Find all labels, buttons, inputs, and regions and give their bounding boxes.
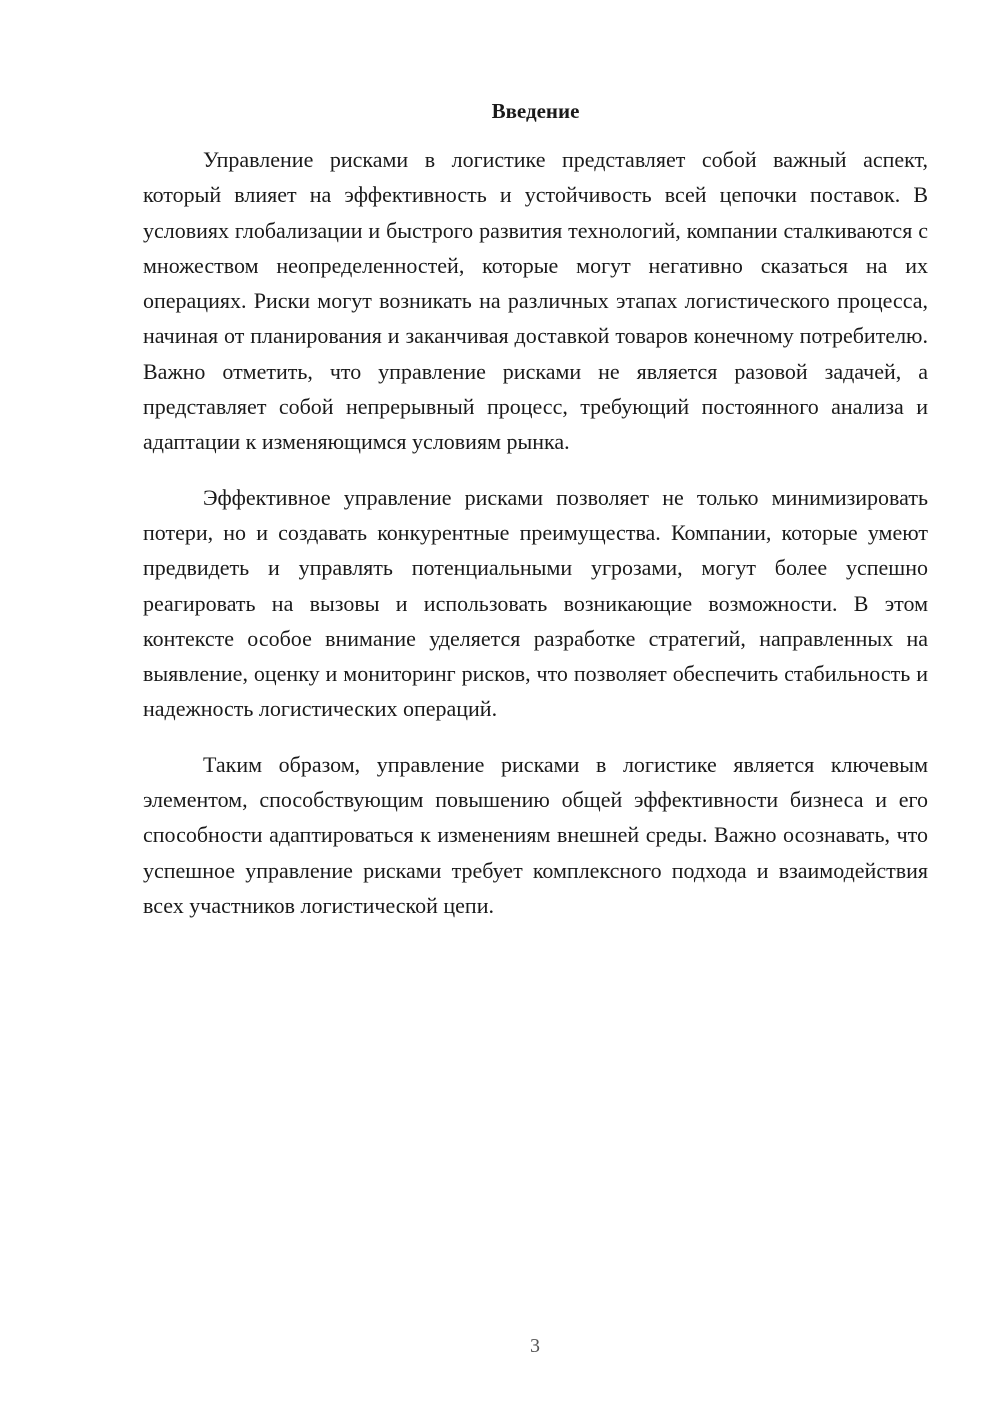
body-text — [143, 142, 928, 943]
page-title: Введение — [491, 99, 580, 123]
paragraph-2: Эффективное управление рисками позволяет не только минимизировать потери, но и создавать конкурентные преимущества. Компании, которые умеют предвидеть и управлять потенциальными угрозами, могут более успешно реагировать на вызовы и использовать возникающие возможности. В этом контексте особое внимание уделяется разработке стратегий, направленных на выявление, оценку и мониторинг рисков, что позволяет обеспечить стабильность и надежность логистических операций. — [143, 484, 928, 722]
paragraph-1: Управление рисками в логистике представляет собой важный аспект, который влияет на эффективность и устойчивость всей цепочки поставок. В условиях глобализации и быстрого развития технологий, компании сталкиваются с множеством неопределенностей, которые могут негативно сказаться на их операциях. Риски могут возникать на различных этапах логистического процесса, начиная от планирования и заканчивая доставкой товаров конечному потребителю. Важно отметить, что управление рисками не является разовой задачей, а представляет собой непрерывный процесс, требующий постоянного анализа и адаптации к изменяющимся условиям рынка. — [143, 147, 928, 455]
paragraph-3: Таким образом, управление рисками в логистике является ключевым элементом, способствующим повышению общей эффективности бизнеса и его способности адаптироваться к изменениям внешней среды. Важно осознавать, что успешное управление рисками требует комплексного подхода и взаимодействия всех участников логистической цепи. — [143, 751, 928, 918]
page-number: 3 — [530, 1335, 540, 1357]
